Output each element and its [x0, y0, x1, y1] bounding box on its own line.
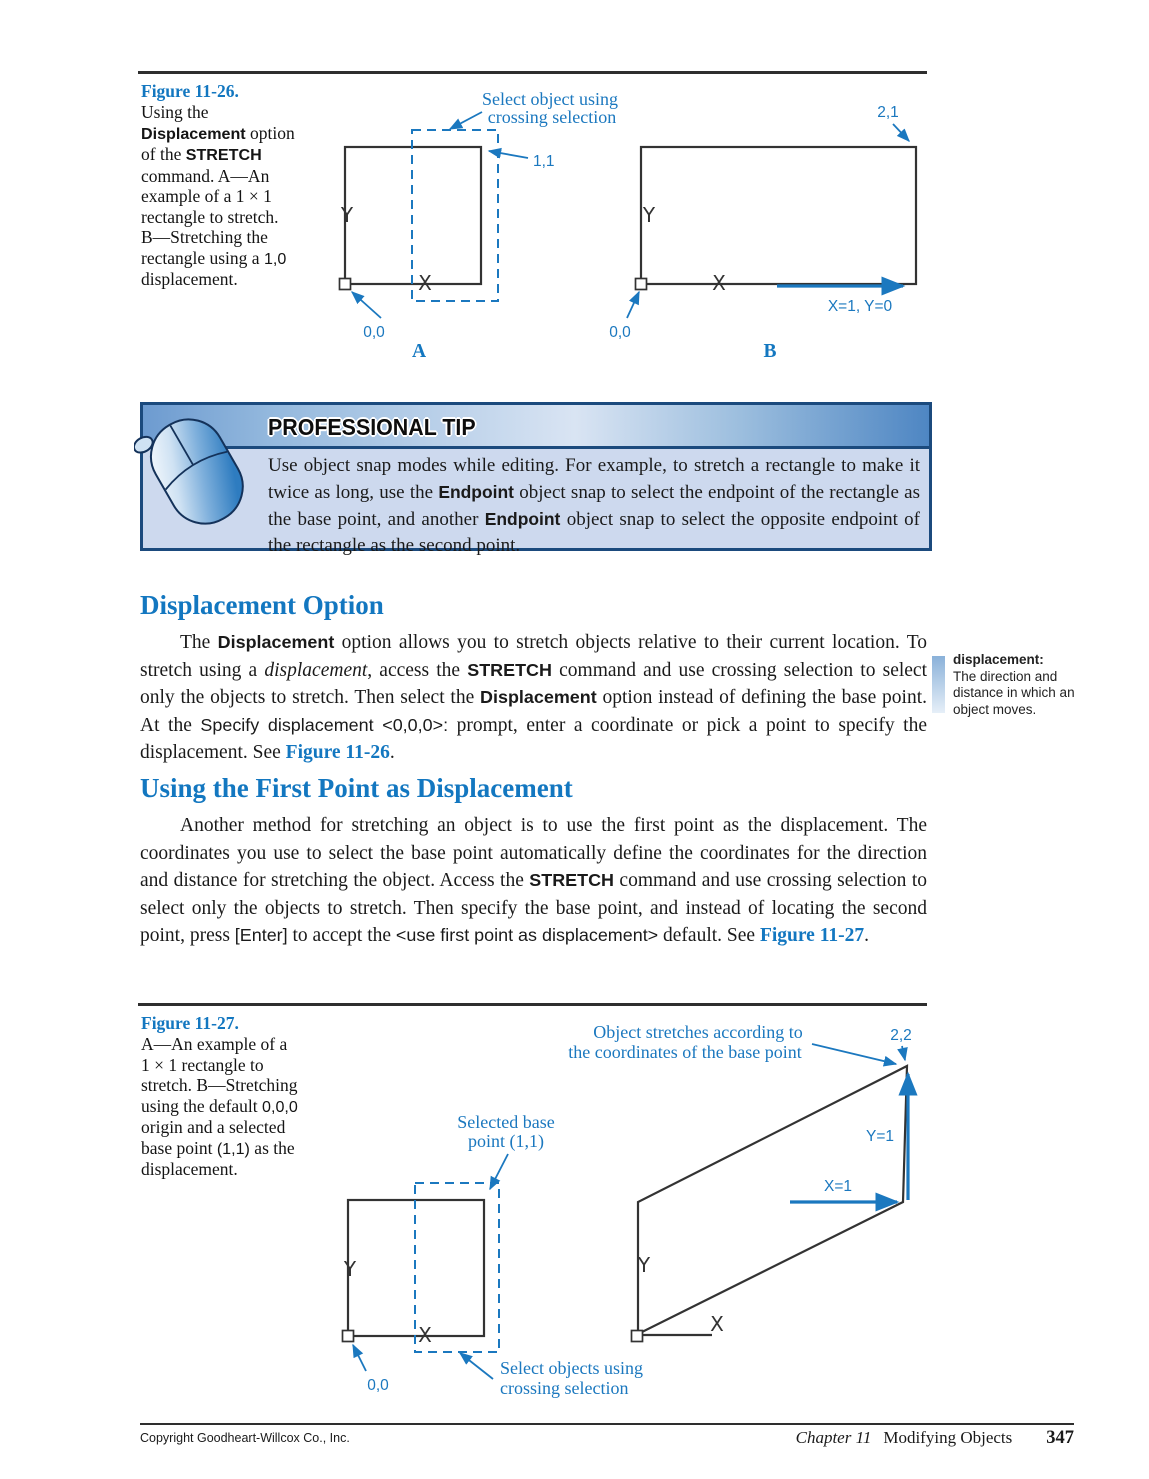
- y-axis-label-a: Y: [340, 203, 354, 227]
- select-note-line1: Select object using: [482, 89, 618, 109]
- figure-27-diagram: [330, 1020, 942, 1405]
- stretched-shape-b: [638, 1066, 907, 1334]
- stretched-rectangle-b: [641, 147, 916, 284]
- figure-27-top-rule: [138, 1003, 927, 1006]
- select-note-line2: crossing selection: [500, 1378, 629, 1398]
- paragraph-first-point: Another method for stretching an object is to use the first point as the displacement. The coordinates you use to select the base point automatically define the coordinates for the direction and distance for stretching the object. Access the STRETCH command and use crossing selection to select only the objects to stretch. Then specify the base point, and instead of locating the second point, press [Enter] to accept the <use first point as displacement> default. See Figure 11-27.: [140, 815, 927, 946]
- margin-note-definition: The direction and distance in which an object moves.: [953, 668, 1075, 717]
- figure-26-caption-body: Using the Displacement option of the STRETCH command. A—An example of a 1 × 1 rectangle to stretch. B—Stretching the rectangle using a 1,0 displacement.: [141, 102, 295, 289]
- footer-copyright: Copyright Goodheart-Willcox Co., Inc.: [140, 1431, 350, 1445]
- diagram-b-letter: B: [763, 341, 777, 362]
- figure-27-caption: [141, 1013, 351, 1180]
- figure-26-top-rule: [138, 71, 927, 74]
- footer-right: [796, 1428, 1074, 1449]
- select-note-line2: crossing selection: [487, 107, 617, 127]
- origin-coordinate-a: 0,0: [367, 1377, 389, 1394]
- x-axis-label-b: X: [710, 1312, 724, 1336]
- corner-coordinate-2-2: 2,2: [890, 1027, 912, 1044]
- footer-chapter-label: Chapter 11: [795, 1428, 872, 1447]
- y-displacement-label: Y=1: [865, 1128, 895, 1145]
- diagram-a-letter: A: [411, 341, 427, 362]
- stretch-note-line2: the coordinates of the base point: [568, 1042, 802, 1062]
- origin-arrow-b: [627, 292, 639, 318]
- origin-marker-a: [343, 1331, 354, 1342]
- heading-displacement-option: Displacement Option: [140, 590, 384, 620]
- corner-arrow-1-1: [489, 151, 528, 158]
- select-note-arrow: [450, 112, 482, 129]
- origin-arrow-a: [352, 292, 381, 318]
- stretch-note-line1: Object stretches according to: [593, 1022, 803, 1042]
- x-displacement-label: X=1: [823, 1178, 853, 1195]
- margin-note: [953, 652, 1093, 718]
- y-axis-label-a: Y: [343, 1257, 357, 1281]
- margin-note-bar: [932, 656, 945, 713]
- origin-marker-a: [340, 279, 351, 290]
- origin-coordinate-b: 0,0: [609, 324, 631, 341]
- mouse-icon: [134, 400, 266, 546]
- footer-rule: [140, 1423, 1074, 1425]
- mouse-body: [138, 406, 256, 537]
- origin-marker-b: [636, 279, 647, 290]
- stretch-note-arrow: [812, 1044, 896, 1064]
- figure-26-caption: [141, 81, 346, 290]
- footer-page-number: 347: [1046, 1428, 1074, 1448]
- x-axis-label-b: X: [712, 271, 726, 295]
- origin-arrow-a: [353, 1345, 366, 1371]
- origin-marker-b: [632, 1331, 643, 1342]
- footer-chapter-title: Modifying Objects: [883, 1428, 1013, 1447]
- corner-arrow-2-2: [902, 1046, 905, 1060]
- select-note-line1: Select objects using: [500, 1358, 643, 1378]
- paragraph-displacement-option: The Displacement option allows you to stretch objects relative to their current location. To stretch using a displacement, access the STRETCH command and use crossing selection to select only the objects to stretch. Then select the Displacement option instead of defining the base point. At the Specify displacement <0,0,0>: prompt, enter a coordinate or pick a point to specify the displacement. See Figure 11-26.: [140, 632, 928, 763]
- figure-26-caption-title: Figure 11-26.: [141, 81, 239, 101]
- margin-note-term: displacement:: [953, 652, 1044, 667]
- figure-27-caption-title: Figure 11-27.: [141, 1013, 239, 1033]
- heading-first-point: Using the First Point as Displacement: [140, 773, 573, 803]
- select-note-arrow: [460, 1353, 493, 1379]
- x-axis-label-a: X: [418, 1323, 432, 1347]
- figure-27-caption-body: A—An example of a 1 × 1 rectangle to stretch. B—Stretching using the default 0,0,0 origin and a selected base point (1,1) as the displacement.: [141, 1034, 298, 1179]
- displacement-value-label: X=1, Y=0: [827, 298, 893, 315]
- base-point-note-line1: Selected base: [457, 1112, 555, 1132]
- origin-coordinate-a: 0,0: [363, 324, 385, 341]
- x-axis-label-a: X: [418, 271, 432, 295]
- y-axis-label-b: Y: [637, 1253, 651, 1277]
- corner-arrow-2-1: [893, 124, 909, 141]
- figure-26-diagram: [330, 85, 930, 370]
- corner-coordinate-2-1: 2,1: [877, 104, 899, 121]
- base-point-note-line2: point (1,1): [468, 1131, 544, 1151]
- corner-coordinate-1-1: 1,1: [533, 153, 555, 170]
- tip-body: Use object snap modes while editing. For example, to stretch a rectangle to make it twice as long, use the Endpoint object snap to select the endpoint of the rectangle as the base point, and another Endpoint object snap to select the opposite endpoint of the rectangle as the second point.: [268, 455, 920, 556]
- tip-title: PROFESSIONAL TIP: [268, 414, 476, 440]
- y-axis-label-b: Y: [642, 203, 656, 227]
